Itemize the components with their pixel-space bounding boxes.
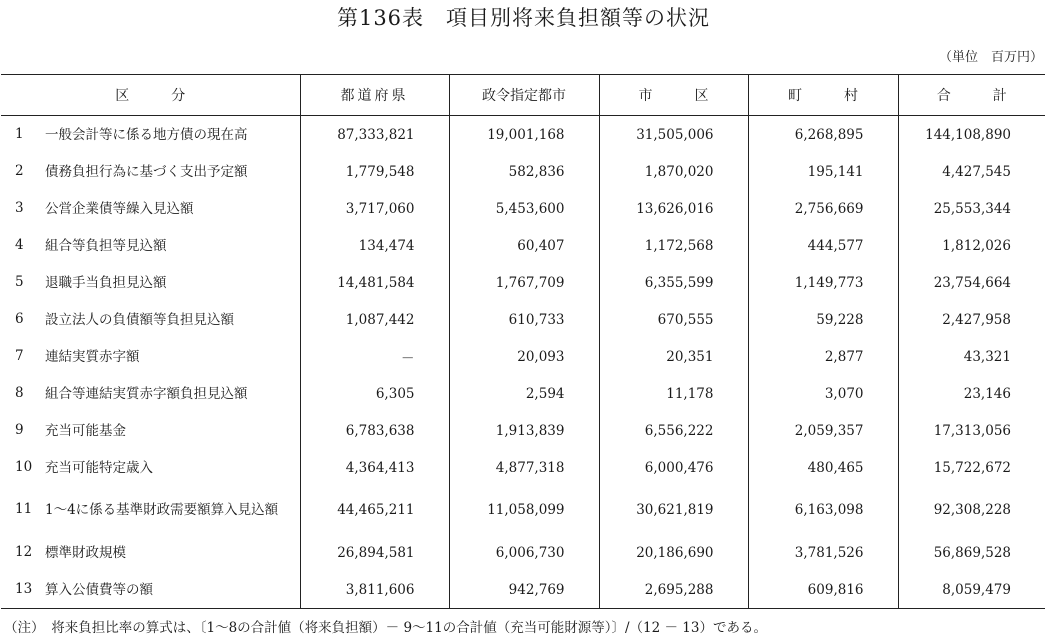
footnote: （注） 将来負担比率の算式は、〔1～8の合計値（将来負担額）－ 9～11の合計値（充当可能財源等）〕/（12 － 13）である。 (4, 620, 767, 636)
value-cell: 2,695,288 (599, 571, 748, 609)
table-row (1, 412, 1045, 449)
value-cell: 19,001,168 (449, 116, 599, 154)
table-row (1, 190, 1045, 227)
row-label-cell (1, 153, 300, 190)
value-cell: 11,058,099 (449, 486, 599, 534)
value-cell: 2,059,357 (748, 412, 898, 449)
value-cell: 582,836 (449, 153, 599, 190)
value-cell: 195,141 (748, 153, 898, 190)
row-label-cell (1, 571, 300, 609)
table-row (1, 116, 1045, 154)
value-cell: 60,407 (449, 227, 599, 264)
value-cell: 3,717,060 (300, 190, 449, 227)
value-cell: 2,877 (748, 338, 898, 375)
row-label: 退職手当負担見込額 (45, 274, 167, 291)
value-cell: 3,070 (748, 375, 898, 412)
value-cell: 44,465,211 (300, 486, 449, 534)
value-cell: 4,877,318 (449, 449, 599, 486)
value-cell: 25,553,344 (898, 190, 1045, 227)
table-row (1, 375, 1045, 412)
row-number: 12 (15, 543, 33, 560)
row-number: 2 (15, 162, 24, 179)
row-number: 6 (15, 310, 24, 327)
value-cell: 5,453,600 (449, 190, 599, 227)
value-cell: 4,427,545 (898, 153, 1045, 190)
row-number: 5 (15, 273, 24, 290)
value-cell: 31,505,006 (599, 116, 748, 154)
value-cell: 92,308,228 (898, 486, 1045, 534)
row-label-cell (1, 190, 300, 227)
value-cell: 1,172,568 (599, 227, 748, 264)
row-label: 充当可能特定歳入 (45, 459, 153, 476)
row-label-cell (1, 338, 300, 375)
row-label: 算入公債費等の額 (45, 581, 153, 598)
header-cities-wards: 市 区 (599, 75, 748, 116)
row-number: 1 (15, 125, 24, 142)
value-cell: 23,754,664 (898, 264, 1045, 301)
value-cell: 20,186,690 (599, 534, 748, 571)
value-cell: 6,355,599 (599, 264, 748, 301)
value-cell: 444,577 (748, 227, 898, 264)
value-cell: 2,756,669 (748, 190, 898, 227)
value-cell: 11,178 (599, 375, 748, 412)
row-number: 3 (15, 199, 24, 216)
value-cell: 6,000,476 (599, 449, 748, 486)
row-number: 13 (15, 580, 33, 597)
value-cell: 1,913,839 (449, 412, 599, 449)
unit-label: （単位 百万円） (938, 50, 1043, 65)
row-label: 設立法人の負債額等負担見込額 (45, 311, 234, 328)
value-cell: 609,816 (748, 571, 898, 609)
value-cell: 6,268,895 (748, 116, 898, 154)
value-cell: 1,087,442 (300, 301, 449, 338)
row-label: 一般会計等に係る地方債の現在高 (45, 126, 248, 143)
table-row (1, 264, 1045, 301)
header-row (1, 75, 1045, 116)
table-row (1, 301, 1045, 338)
value-cell: 134,474 (300, 227, 449, 264)
value-cell: 670,555 (599, 301, 748, 338)
row-label-cell (1, 227, 300, 264)
value-cell: 6,305 (300, 375, 449, 412)
row-label-cell (1, 449, 300, 486)
value-cell: 610,733 (449, 301, 599, 338)
row-number: 9 (15, 421, 24, 438)
header-category: 区 分 (1, 75, 300, 116)
value-cell: 56,869,528 (898, 534, 1045, 571)
table-row (1, 449, 1045, 486)
value-cell: 20,351 (599, 338, 748, 375)
row-label: 組合等負担等見込額 (45, 237, 167, 254)
row-number: 8 (15, 384, 24, 401)
data-table (1, 74, 1045, 609)
value-cell: 87,333,821 (300, 116, 449, 154)
value-cell: 1,870,020 (599, 153, 748, 190)
row-number: 4 (15, 236, 24, 253)
table-row (1, 486, 1045, 534)
table-row (1, 534, 1045, 571)
value-cell: 6,006,730 (449, 534, 599, 571)
value-cell: 1,149,773 (748, 264, 898, 301)
header-total: 合 計 (898, 75, 1045, 116)
value-cell: 144,108,890 (898, 116, 1045, 154)
table-row (1, 227, 1045, 264)
value-cell: 30,621,819 (599, 486, 748, 534)
value-cell: 13,626,016 (599, 190, 748, 227)
value-cell: 3,781,526 (748, 534, 898, 571)
page-title: 第136表 項目別将来負担額等の状況 (336, 6, 711, 30)
value-cell: 23,146 (898, 375, 1045, 412)
value-cell: 2,594 (449, 375, 599, 412)
value-cell: 6,783,638 (300, 412, 449, 449)
row-number: 7 (15, 347, 24, 364)
table-row (1, 338, 1045, 375)
value-cell: 480,465 (748, 449, 898, 486)
row-number: 10 (15, 458, 33, 475)
row-label-cell (1, 534, 300, 571)
row-label-cell (1, 301, 300, 338)
table-body (1, 116, 1045, 609)
value-cell: 20,093 (449, 338, 599, 375)
row-label: 充当可能基金 (45, 422, 126, 439)
value-cell: 942,769 (449, 571, 599, 609)
row-label: 債務負担行為に基づく支出予定額 (45, 163, 248, 180)
value-cell: 8,059,479 (898, 571, 1045, 609)
value-cell: 1,812,026 (898, 227, 1045, 264)
value-cell: 2,427,958 (898, 301, 1045, 338)
value-cell: 17,313,056 (898, 412, 1045, 449)
value-cell: － (300, 338, 449, 375)
row-label-cell (1, 264, 300, 301)
value-cell: 43,321 (898, 338, 1045, 375)
table-row (1, 571, 1045, 609)
value-cell: 59,228 (748, 301, 898, 338)
value-cell: 1,767,709 (449, 264, 599, 301)
value-cell: 6,556,222 (599, 412, 748, 449)
row-number: 11 (15, 501, 33, 517)
row-label: 標準財政規模 (45, 544, 126, 561)
header-prefectures: 都道府県 (300, 75, 449, 116)
value-cell: 14,481,584 (300, 264, 449, 301)
value-cell: 3,811,606 (300, 571, 449, 609)
row-label-cell (1, 375, 300, 412)
row-label: 1～4に係る基準財政需要額算入見込額 (45, 502, 279, 518)
row-label: 組合等連結実質赤字額負担見込額 (45, 385, 248, 402)
row-label: 連結実質赤字額 (45, 348, 140, 365)
row-label-cell (1, 412, 300, 449)
value-cell: 1,779,548 (300, 153, 449, 190)
value-cell: 6,163,098 (748, 486, 898, 534)
value-cell: 15,722,672 (898, 449, 1045, 486)
row-label-cell (1, 116, 300, 154)
header-towns-villages: 町 村 (748, 75, 898, 116)
value-cell: 4,364,413 (300, 449, 449, 486)
table-row (1, 153, 1045, 190)
value-cell: 26,894,581 (300, 534, 449, 571)
header-designated-cities: 政令指定都市 (449, 75, 599, 116)
row-label-cell (1, 486, 300, 534)
row-label: 公営企業債等繰入見込額 (45, 200, 194, 217)
